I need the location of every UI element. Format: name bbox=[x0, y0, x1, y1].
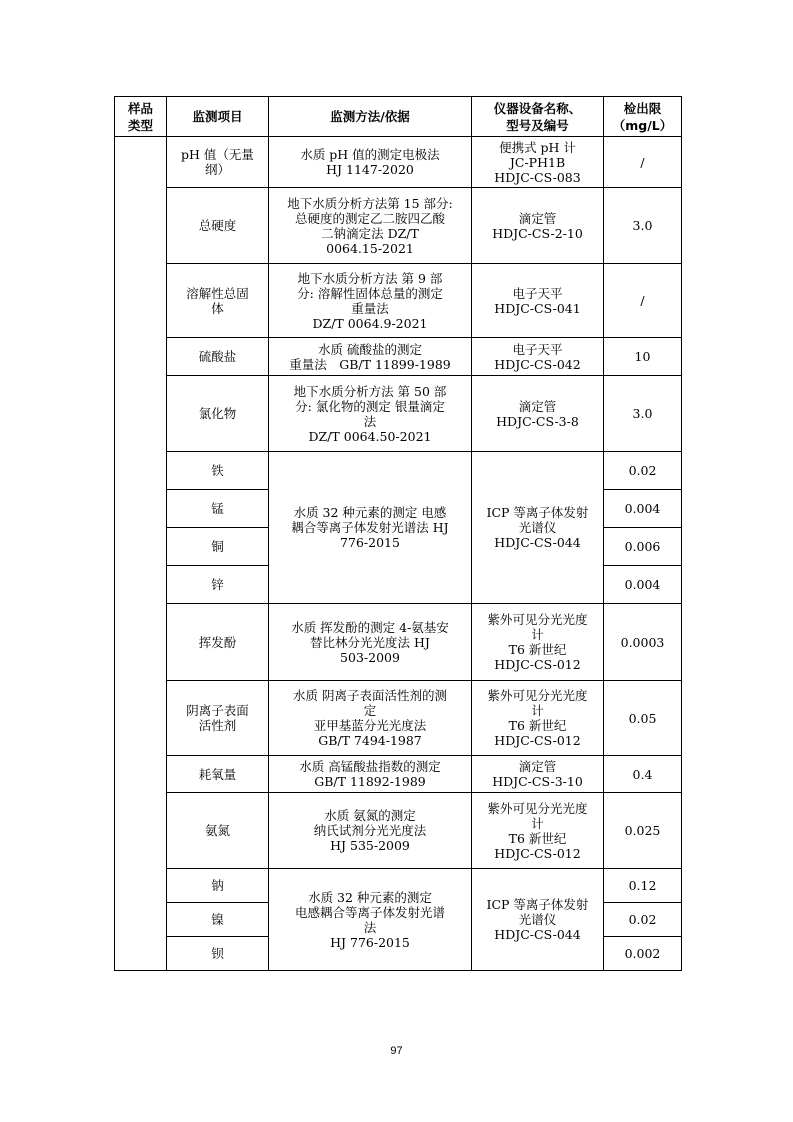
item-cell: 镍 bbox=[167, 903, 269, 937]
item-cell: 锰 bbox=[167, 490, 269, 528]
instrument-cell: 滴定管 HDJC-CS-3-10 bbox=[472, 756, 604, 793]
header-row bbox=[115, 97, 682, 137]
limit-cell: 0.4 bbox=[604, 756, 682, 793]
table-row bbox=[115, 604, 682, 681]
method-cell: 水质 硫酸盐的测定 重量法 GB/T 11899-1989 bbox=[269, 338, 472, 376]
item-cell: 硫酸盐 bbox=[167, 338, 269, 376]
page-number: 97 bbox=[390, 1045, 403, 1057]
item-cell: 铜 bbox=[167, 528, 269, 566]
limit-cell: / bbox=[604, 264, 682, 338]
method-cell: 地下水质分析方法 第 9 部 分: 溶解性固体总量的测定 重量法 DZ/T 0064.9-2021 bbox=[269, 264, 472, 338]
limit-cell: 0.0003 bbox=[604, 604, 682, 681]
item-cell: 溶解性总固 体 bbox=[167, 264, 269, 338]
instrument-cell: 电子天平 HDJC-CS-042 bbox=[472, 338, 604, 376]
instrument-cell: 滴定管 HDJC-CS-2-10 bbox=[472, 188, 604, 264]
table-row bbox=[115, 756, 682, 793]
header-limit: 检出限 （mg/L） bbox=[604, 97, 682, 137]
method-cell: 水质 阴离子表面活性剂的测 定 亚甲基蓝分光光度法 GB/T 7494-1987 bbox=[269, 681, 472, 756]
table-row bbox=[115, 869, 682, 903]
limit-cell: 0.004 bbox=[604, 490, 682, 528]
limit-cell: 0.002 bbox=[604, 937, 682, 971]
sample-type-cell bbox=[115, 137, 167, 971]
limit-cell: 0.05 bbox=[604, 681, 682, 756]
instrument-cell: 紫外可见分光光度 计 T6 新世纪 HDJC-CS-012 bbox=[472, 793, 604, 869]
method-cell: 水质 挥发酚的测定 4-氨基安 替比林分光光度法 HJ 503-2009 bbox=[269, 604, 472, 681]
limit-cell: / bbox=[604, 137, 682, 188]
method-cell: 地下水质分析方法 第 50 部 分: 氯化物的测定 银量滴定 法 DZ/T 0064.50-2021 bbox=[269, 376, 472, 452]
limit-cell: 0.02 bbox=[604, 903, 682, 937]
item-cell: 挥发酚 bbox=[167, 604, 269, 681]
limit-cell: 3.0 bbox=[604, 376, 682, 452]
item-cell: pH 值（无量 纲） bbox=[167, 137, 269, 188]
limit-cell: 10 bbox=[604, 338, 682, 376]
header-method: 监测方法/依据 bbox=[269, 97, 472, 137]
instrument-cell: ICP 等离子体发射 光谱仪 HDJC-CS-044 bbox=[472, 452, 604, 604]
table-row bbox=[115, 137, 682, 188]
table-row bbox=[115, 338, 682, 376]
instrument-cell: 电子天平 HDJC-CS-041 bbox=[472, 264, 604, 338]
header-item: 监测项目 bbox=[167, 97, 269, 137]
method-cell: 水质 pH 值的测定电极法 HJ 1147-2020 bbox=[269, 137, 472, 188]
limit-cell: 0.02 bbox=[604, 452, 682, 490]
limit-cell: 0.12 bbox=[604, 869, 682, 903]
item-cell: 铁 bbox=[167, 452, 269, 490]
item-cell: 钡 bbox=[167, 937, 269, 971]
method-cell: 水质 氨氮的测定 纳氏试剂分光光度法 HJ 535-2009 bbox=[269, 793, 472, 869]
table-row bbox=[115, 264, 682, 338]
method-cell: 水质 32 种元素的测定 电感耦合等离子体发射光谱 法 HJ 776-2015 bbox=[269, 869, 472, 971]
item-cell: 锌 bbox=[167, 566, 269, 604]
method-cell: 水质 高锰酸盐指数的测定 GB/T 11892-1989 bbox=[269, 756, 472, 793]
header-instrument: 仪器设备名称、 型号及编号 bbox=[472, 97, 604, 137]
table-row bbox=[115, 793, 682, 869]
table-row bbox=[115, 188, 682, 264]
table-row bbox=[115, 376, 682, 452]
instrument-cell: 紫外可见分光光度 计 T6 新世纪 HDJC-CS-012 bbox=[472, 604, 604, 681]
table-row bbox=[115, 681, 682, 756]
instrument-cell: 滴定管 HDJC-CS-3-8 bbox=[472, 376, 604, 452]
table-row bbox=[115, 452, 682, 490]
limit-cell: 0.025 bbox=[604, 793, 682, 869]
instrument-cell: 紫外可见分光光度 计 T6 新世纪 HDJC-CS-012 bbox=[472, 681, 604, 756]
limit-cell: 0.004 bbox=[604, 566, 682, 604]
instrument-cell: 便携式 pH 计 JC-PH1B HDJC-CS-083 bbox=[472, 137, 604, 188]
monitoring-methods-table bbox=[114, 96, 682, 971]
item-cell: 氨氮 bbox=[167, 793, 269, 869]
item-cell: 阴离子表面 活性剂 bbox=[167, 681, 269, 756]
header-sample-type: 样品 类型 bbox=[115, 97, 167, 137]
method-cell: 地下水质分析方法第 15 部分: 总硬度的测定乙二胺四乙酸 二钠滴定法 DZ/T 0064.15-2021 bbox=[269, 188, 472, 264]
limit-cell: 3.0 bbox=[604, 188, 682, 264]
item-cell: 钠 bbox=[167, 869, 269, 903]
limit-cell: 0.006 bbox=[604, 528, 682, 566]
item-cell: 氯化物 bbox=[167, 376, 269, 452]
item-cell: 总硬度 bbox=[167, 188, 269, 264]
method-cell: 水质 32 种元素的测定 电感 耦合等离子体发射光谱法 HJ 776-2015 bbox=[269, 452, 472, 604]
item-cell: 耗氧量 bbox=[167, 756, 269, 793]
instrument-cell: ICP 等离子体发射 光谱仪 HDJC-CS-044 bbox=[472, 869, 604, 971]
